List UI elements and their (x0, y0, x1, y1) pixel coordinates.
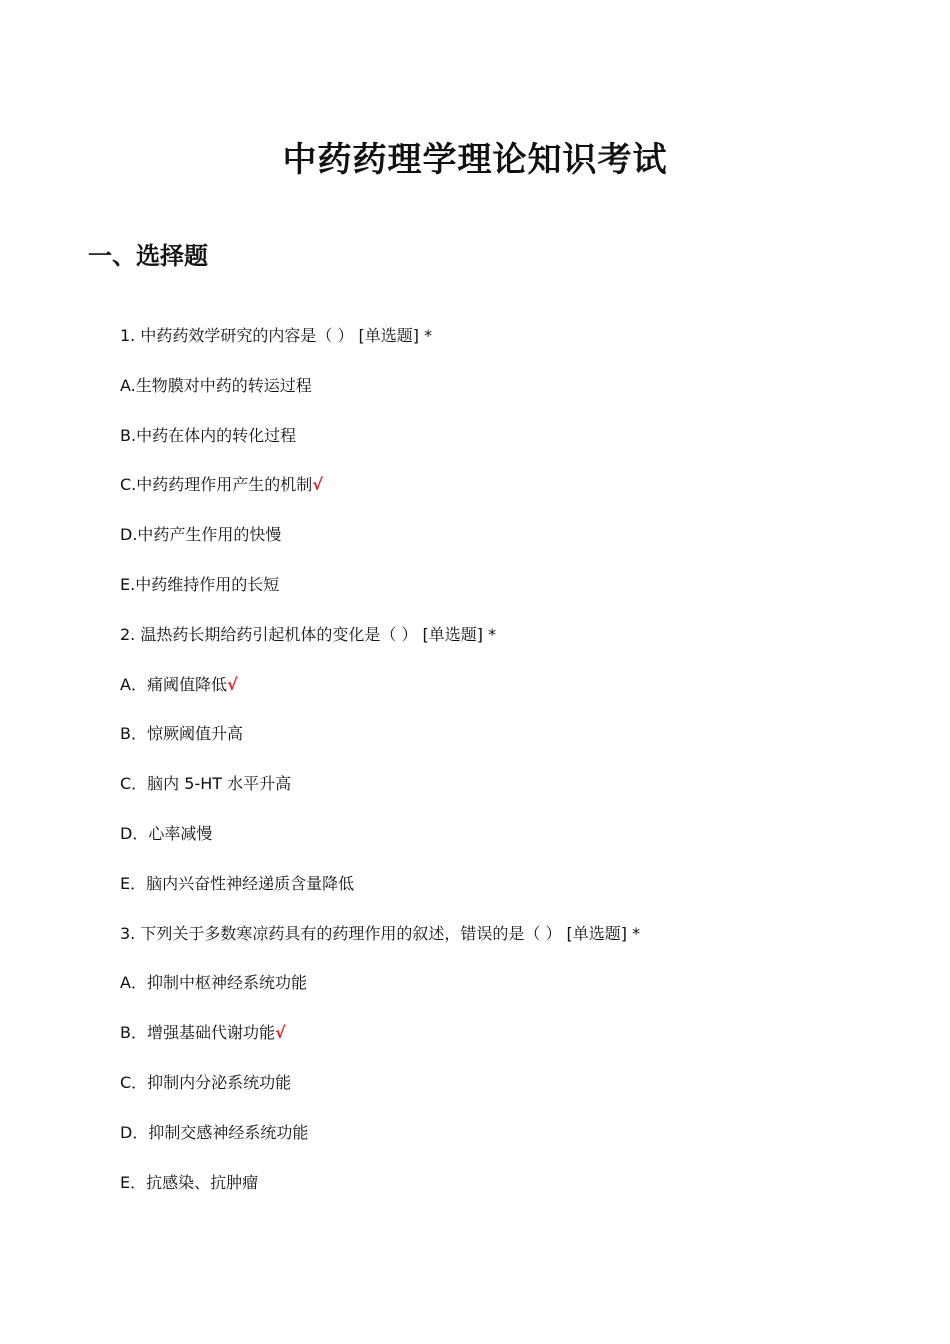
option-item (120, 670, 900, 720)
option-text: A.生物膜对中药的转运过程 (120, 375, 312, 395)
section-heading: 一、选择题 (88, 242, 208, 270)
option-item (120, 819, 900, 869)
correct-check-icon: √ (226, 674, 238, 694)
correct-check-icon: √ (274, 1023, 286, 1043)
option-item (120, 769, 900, 819)
option-text: B.中药在体内的转化过程 (120, 425, 297, 445)
option-text: D.中药产生作用的快慢 (120, 525, 282, 545)
question-stem: 3. 下列关于多数寒凉药具有的药理作用的叙述，错误的是（ ） [单选题] * (120, 923, 641, 943)
question-stem: 2. 温热药长期给药引起机体的变化是（ ） [单选题] * (120, 624, 497, 644)
option-text: E.中药维持作用的长短 (120, 574, 280, 594)
option-item (120, 520, 900, 570)
correct-check-icon: √ (312, 475, 323, 495)
option-item (120, 1018, 900, 1068)
option-text: D．抑制交感神经系统功能 (120, 1122, 309, 1142)
option-text: B．增强基础代谢功能 (120, 1023, 275, 1043)
option-item (120, 470, 900, 520)
option-item (120, 1068, 900, 1118)
option-item (120, 1118, 900, 1168)
option-text: E．脑内兴奋性神经递质含量降低 (120, 873, 355, 893)
option-item (120, 570, 900, 620)
question-stem: 1. 中药药效学研究的内容是（ ） [单选题] * (120, 326, 433, 345)
option-item (120, 371, 900, 421)
option-text: D．心率减慢 (120, 823, 213, 843)
option-text: A．痛阈值降低 (120, 674, 227, 694)
option-text: C．脑内 5-HT 水平升高 (120, 774, 292, 794)
option-item (120, 1168, 900, 1218)
option-text: E．抗感染、抗肿瘤 (120, 1172, 259, 1192)
option-item (120, 421, 900, 471)
option-item (120, 869, 900, 919)
question-list (120, 321, 900, 1217)
option-text: A．抑制中枢神经系统功能 (120, 973, 307, 993)
option-text: B．惊厥阈值升高 (120, 724, 243, 744)
document-title: 中药药理学理论知识考试 (282, 140, 668, 180)
option-item (120, 719, 900, 769)
option-item (120, 968, 900, 1018)
option-text: C.中药药理作用产生的机制 (120, 475, 313, 495)
option-text: C．抑制内分泌系统功能 (120, 1072, 292, 1092)
